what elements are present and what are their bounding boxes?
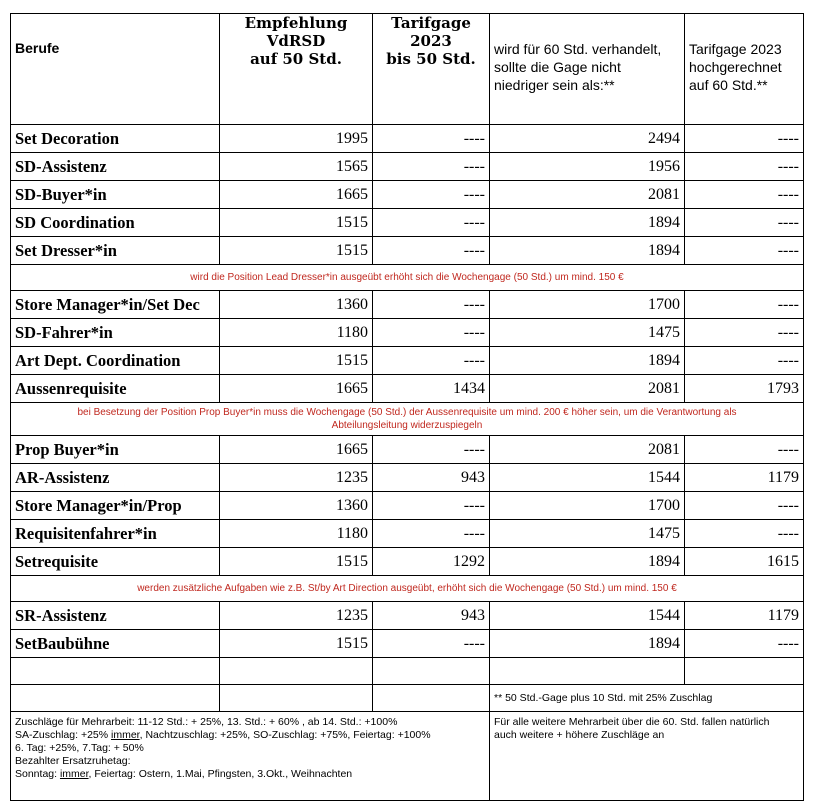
salary-sheet (10, 13, 803, 788)
row-name: SD-Assistenz (11, 153, 220, 181)
row-tarif60: ---- (685, 319, 804, 347)
table-row (11, 237, 804, 265)
row-tarif: ---- (373, 630, 490, 658)
row-tarif60: 1179 (685, 602, 804, 630)
row-name: SR-Assistenz (11, 602, 220, 630)
row-name: Store Manager*in/Set Dec (11, 291, 220, 319)
header-tarif60 (685, 14, 804, 125)
row-empfehlung: 1235 (220, 464, 373, 492)
footer-line-sa (15, 729, 485, 742)
row-tarif: ---- (373, 520, 490, 548)
footnote-row (11, 685, 804, 712)
table-row (11, 602, 804, 630)
table-row (11, 291, 804, 319)
empty-cell (220, 685, 373, 712)
header-verhandelt (490, 14, 685, 125)
row-tarif: ---- (373, 319, 490, 347)
header-verhandelt-line1: wird für 60 Std. verhandelt, (494, 41, 662, 57)
table-row (11, 209, 804, 237)
table-row (11, 181, 804, 209)
row-empfehlung: 1565 (220, 153, 373, 181)
row-tarif: 943 (373, 464, 490, 492)
row-verhandelt: 1700 (490, 492, 685, 520)
header-empfehlung (220, 14, 373, 125)
header-tarif-line2: bis 50 Std. (386, 50, 476, 68)
table-row (11, 630, 804, 658)
row-tarif: ---- (373, 436, 490, 464)
table-row (11, 520, 804, 548)
row-verhandelt: 1544 (490, 464, 685, 492)
row-verhandelt: 1475 (490, 520, 685, 548)
row-tarif60: ---- (685, 237, 804, 265)
header-tarif-line1: Tarifgage 2023 (391, 14, 471, 50)
empty-row (11, 658, 804, 685)
row-empfehlung: 1515 (220, 548, 373, 576)
row-tarif: ---- (373, 181, 490, 209)
row-tarif60: ---- (685, 153, 804, 181)
footer-surcharges (11, 712, 490, 801)
row-name: Prop Buyer*in (11, 436, 220, 464)
row-name: Aussenrequisite (11, 375, 220, 403)
row-tarif: ---- (373, 237, 490, 265)
row-tarif60: ---- (685, 630, 804, 658)
row-tarif60: ---- (685, 492, 804, 520)
empty-cell (373, 685, 490, 712)
row-empfehlung: 1515 (220, 347, 373, 375)
row-tarif60: 1179 (685, 464, 804, 492)
row-empfehlung: 1665 (220, 436, 373, 464)
table-row (11, 375, 804, 403)
row-tarif60: ---- (685, 209, 804, 237)
row-verhandelt: 1894 (490, 237, 685, 265)
row-tarif60: ---- (685, 125, 804, 153)
row-tarif: 1292 (373, 548, 490, 576)
note-prop-buyer-line2: Abteilungsleitung widerzuspiegeln (331, 420, 483, 431)
row-empfehlung: 1360 (220, 291, 373, 319)
row-empfehlung: 1665 (220, 375, 373, 403)
header-berufe: Berufe (11, 14, 220, 125)
table-row (11, 548, 804, 576)
note-prop-buyer (11, 403, 804, 436)
note-row (11, 403, 804, 436)
row-name: SD-Buyer*in (11, 181, 220, 209)
table-row (11, 464, 804, 492)
header-empfehlung-line2: auf 50 Std. (250, 50, 342, 68)
row-name: Requisitenfahrer*in (11, 520, 220, 548)
row-verhandelt: 1544 (490, 602, 685, 630)
empty-cell (685, 658, 804, 685)
row-empfehlung: 1235 (220, 602, 373, 630)
row-verhandelt: 1956 (490, 153, 685, 181)
note-lead-dresser: wird die Position Lead Dresser*in ausgeübt erhöht sich die Wochengage (50 Std.) um mind. 150 € (11, 265, 804, 291)
footer-sonntag-immer: immer (59, 768, 89, 780)
row-verhandelt: 1894 (490, 209, 685, 237)
row-empfehlung: 1515 (220, 237, 373, 265)
footer-extra-work (490, 712, 804, 801)
row-name: SD Coordination (11, 209, 220, 237)
header-tarif60-line1: Tarifgage 2023 (689, 41, 782, 57)
row-verhandelt: 1894 (490, 347, 685, 375)
row-empfehlung: 1665 (220, 181, 373, 209)
row-name: Set Dresser*in (11, 237, 220, 265)
footnote-text: ** 50 Std.-Gage plus 10 Std. mit 25% Zuschlag (490, 685, 804, 712)
row-tarif60: 1615 (685, 548, 804, 576)
row-verhandelt: 1894 (490, 548, 685, 576)
empty-cell (11, 658, 220, 685)
row-verhandelt: 1894 (490, 630, 685, 658)
row-empfehlung: 1515 (220, 209, 373, 237)
row-tarif: 1434 (373, 375, 490, 403)
empty-cell (490, 658, 685, 685)
row-empfehlung: 1995 (220, 125, 373, 153)
footer-sonntag-post: , Feiertag: Ostern, 1.Mai, Pfingsten, 3.Okt., Weihnachten (88, 768, 353, 780)
row-tarif60: ---- (685, 347, 804, 375)
row-verhandelt: 2494 (490, 125, 685, 153)
row-tarif: ---- (373, 153, 490, 181)
row-verhandelt: 2081 (490, 436, 685, 464)
footer-right-line1: Für alle weitere Mehrarbeit über die 60. Std. fallen natürlich (494, 716, 770, 728)
row-tarif: ---- (373, 209, 490, 237)
row-name: AR-Assistenz (11, 464, 220, 492)
footer-line-tage: 6. Tag: +25%, 7.Tag: + 50% (15, 742, 144, 754)
footer-row (11, 712, 804, 801)
table-row (11, 492, 804, 520)
header-tarif60-line3: auf 60 Std.** (689, 77, 768, 93)
row-verhandelt: 1475 (490, 319, 685, 347)
footer-sa-pre: SA-Zuschlag: +25% (15, 729, 112, 741)
row-tarif60: 1793 (685, 375, 804, 403)
note-row (11, 576, 804, 602)
row-name: Art Dept. Coordination (11, 347, 220, 375)
row-tarif60: ---- (685, 520, 804, 548)
footer-sonntag-pre: Sonntag: (15, 768, 60, 780)
row-name: Setrequisite (11, 548, 220, 576)
note-prop-buyer-line1: bei Besetzung der Position Prop Buyer*in muss die Wochengage (50 Std.) der Aussenrequisite um mind. 200 € höher sein, um die Verantwortung als (77, 407, 737, 418)
empty-cell (11, 685, 220, 712)
header-verhandelt-line2: sollte die Gage nicht (494, 59, 621, 75)
table-row (11, 153, 804, 181)
row-tarif60: ---- (685, 436, 804, 464)
note-art-direction: werden zusätzliche Aufgaben wie z.B. St/by Art Direction ausgeübt, erhöht sich die Wochengage (50 Std.) um mind. 150 € (11, 576, 804, 602)
row-name: SD-Fahrer*in (11, 319, 220, 347)
row-empfehlung: 1180 (220, 520, 373, 548)
row-tarif: ---- (373, 291, 490, 319)
row-tarif: ---- (373, 492, 490, 520)
row-name: Set Decoration (11, 125, 220, 153)
row-verhandelt: 2081 (490, 181, 685, 209)
salary-table (10, 13, 804, 801)
row-tarif: ---- (373, 347, 490, 375)
header-row (11, 14, 804, 125)
row-tarif: ---- (373, 125, 490, 153)
row-name: SetBaubühne (11, 630, 220, 658)
table-row (11, 319, 804, 347)
row-name: Store Manager*in/Prop (11, 492, 220, 520)
row-verhandelt: 1700 (490, 291, 685, 319)
footer-line-sonntag (15, 768, 485, 781)
table-row (11, 347, 804, 375)
footer-sa-post: , Nachtzuschlag: +25%, SO-Zuschlag: +75%, Feiertag: +100% (139, 729, 431, 741)
row-verhandelt: 2081 (490, 375, 685, 403)
footer-right-line2: auch weitere + höhere Zuschläge an (494, 729, 665, 741)
footer-sa-immer: immer (111, 729, 140, 741)
row-tarif60: ---- (685, 291, 804, 319)
footer-line-mehrarbeit: Zuschläge für Mehrarbeit: 11-12 Std.: + 25%, 13. Std.: + 60% , ab 14. Std.: +100% (15, 716, 398, 728)
footer-line-ersatzruhetag: Bezahlter Ersatzruhetag: (15, 755, 131, 767)
table-row (11, 436, 804, 464)
row-empfehlung: 1515 (220, 630, 373, 658)
note-row (11, 265, 804, 291)
row-empfehlung: 1360 (220, 492, 373, 520)
header-empfehlung-line1: Empfehlung VdRSD (244, 14, 348, 50)
header-tarifgage (373, 14, 490, 125)
row-tarif60: ---- (685, 181, 804, 209)
row-empfehlung: 1180 (220, 319, 373, 347)
empty-cell (220, 658, 373, 685)
row-tarif: 943 (373, 602, 490, 630)
header-tarif60-line2: hochgerechnet (689, 59, 782, 75)
header-verhandelt-line3: niedriger sein als:** (494, 77, 615, 93)
table-row (11, 125, 804, 153)
empty-cell (373, 658, 490, 685)
